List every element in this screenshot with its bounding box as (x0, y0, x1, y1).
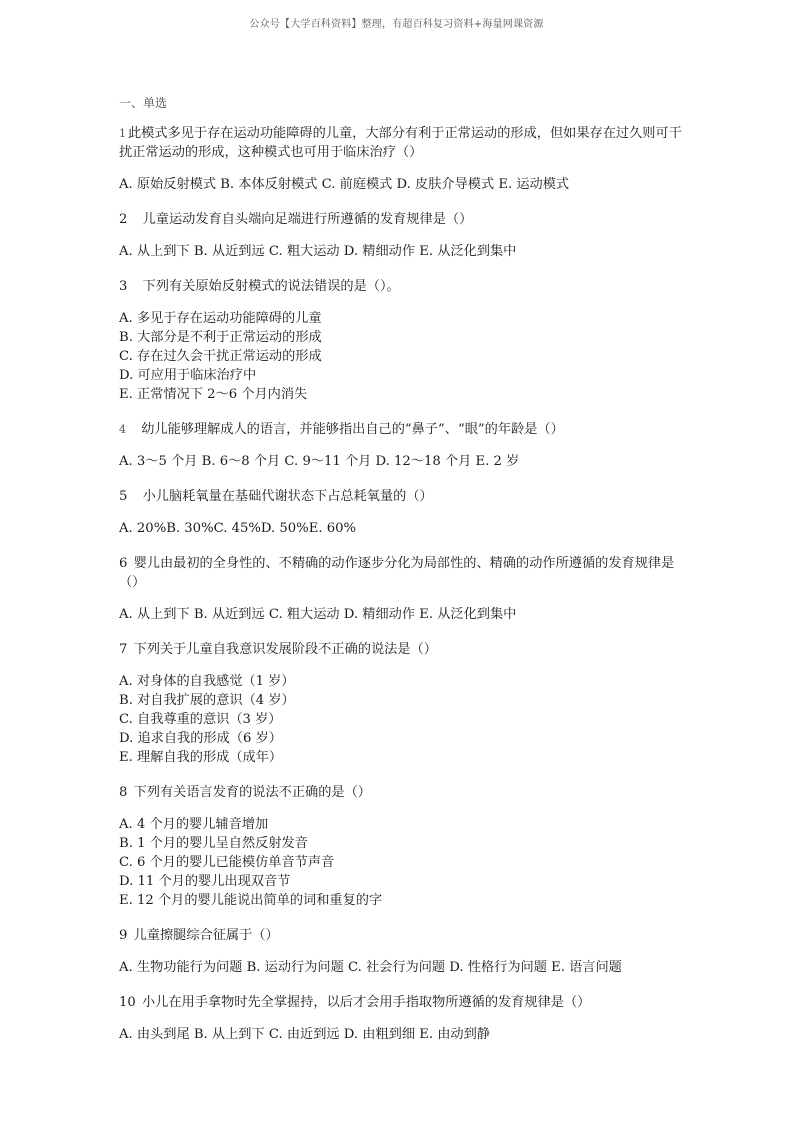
answer-options (119, 815, 689, 910)
answer-option: C. 存在过久会干扰正常运动的形成 (119, 349, 322, 364)
question-stem (119, 640, 689, 659)
question-number: 1 (119, 127, 126, 140)
question-item (119, 926, 689, 977)
answer-option: D. 可应用于临床治疗中 (119, 368, 257, 383)
question-stem (119, 210, 689, 229)
page-header: 公众号【大学百科资料】整理，有超百科复习资料+海量网课资源 (249, 19, 544, 30)
answer-option: A. 4 个月的婴儿辅音增加 (119, 817, 269, 832)
question-stem (119, 783, 689, 802)
question-number: 4 (119, 423, 126, 436)
question-number: 2 (119, 212, 128, 227)
question-stem (119, 487, 689, 506)
answer-options (119, 175, 689, 194)
question-text: 小儿在用手拿物时先全掌握持，以后才会用手指取物所遵循的发育规律是（） (141, 995, 591, 1010)
question-text: 婴儿由最初的全身性的、不精确的动作逐步分化为局部性的、精确的动作所遵循的发育规律是（） (119, 556, 675, 590)
question-number: 9 (119, 928, 128, 943)
answer-option: A. 原始反射模式 B. 本体反射模式 C. 前庭模式 D. 皮肤介导模式 E. 运动模式 (119, 177, 570, 192)
answer-option: A. 20%B. 30%C. 45%D. 50%E. 60% (119, 521, 357, 536)
question-text: 小儿脑耗氧量在基础代谢状态下占总耗氧量的（） (142, 489, 433, 504)
question-stem (119, 420, 689, 439)
answer-options (119, 309, 689, 404)
answer-options (119, 605, 689, 624)
question-text: 下列有关原始反射模式的说法错误的是（）。 (142, 279, 400, 294)
section-title: 一、单选 (119, 96, 168, 110)
answer-option: E. 正常情况下 2～6 个月内消失 (119, 387, 308, 402)
question-text: 下列关于儿童自我意识发展阶段不正确的说法是（） (133, 642, 437, 657)
answer-option: A. 多见于存在运动功能障碍的儿童 (119, 311, 322, 326)
answer-option: A. 3～5 个月 B. 6～8 个月 C. 9～11 个月 D. 12～18 个月 E. 2 岁 (119, 454, 520, 469)
question-item (119, 277, 689, 404)
question-number: 3 (119, 279, 128, 294)
answer-options (119, 452, 689, 471)
answer-option: A. 由头到尾 B. 从上到下 C. 由近到远 D. 由粗到细 E. 由动到静 (119, 1027, 490, 1042)
question-text: 下列有关语言发育的说法不正确的是（） (133, 785, 371, 800)
question-number: 6 (119, 556, 128, 571)
answer-option: A. 从上到下 B. 从近到远 C. 粗大运动 D. 精细动作 E. 从泛化到集中 (119, 607, 517, 622)
question-item (119, 210, 689, 261)
question-text: 幼儿能够理解成人的语言，并能够指出自己的“鼻子”、“眼”的年龄是（） (141, 422, 564, 437)
question-number: 7 (119, 642, 128, 657)
answer-option: C. 6 个月的婴儿已能模仿单音节声音 (119, 855, 335, 870)
question-text: 儿童擦腿综合征属于（） (133, 928, 279, 943)
question-stem (119, 993, 689, 1012)
answer-option: E. 理解自我的形成（成年） (119, 750, 283, 765)
answer-options (119, 519, 689, 538)
question-item (119, 487, 689, 538)
question-stem (119, 124, 689, 162)
question-number: 5 (119, 489, 128, 504)
answer-option: B. 大部分是不利于正常运动的形成 (119, 330, 322, 345)
answer-options (119, 242, 689, 261)
question-item (119, 640, 689, 767)
answer-option: B. 对自我扩展的意识（4 岁） (119, 693, 295, 708)
question-text: 儿童运动发育自头端向足端进行所遵循的发育规律是（） (142, 212, 473, 227)
question-item (119, 993, 689, 1044)
answer-option: E. 12 个月的婴儿能说出简单的词和重复的字 (119, 893, 383, 908)
answer-option: D. 11 个月的婴儿出现双音节 (119, 874, 291, 889)
question-number: 8 (119, 785, 128, 800)
answer-option: D. 追求自我的形成（6 岁） (119, 731, 282, 746)
question-item (119, 783, 689, 910)
question-item (119, 124, 689, 194)
question-list (119, 124, 689, 1044)
question-number: 10 (119, 995, 136, 1010)
question-text: 此模式多见于存在运动功能障碍的儿童，大部分有利于正常运动的形成，但如果存在过久则可干扰正常运动的形成，这种模式也可用于临床治疗（） (119, 126, 682, 160)
document-body (119, 94, 689, 1060)
question-item (119, 420, 689, 471)
answer-option: A. 生物功能行为问题 B. 运动行为问题 C. 社会行为问题 D. 性格行为问题 E. 语言问题 (119, 960, 622, 975)
answer-option: A. 从上到下 B. 从近到远 C. 粗大运动 D. 精细动作 E. 从泛化到集中 (119, 244, 517, 259)
question-stem (119, 554, 689, 592)
answer-options (119, 672, 689, 767)
question-stem (119, 926, 689, 945)
question-stem (119, 277, 689, 296)
answer-option: B. 1 个月的婴儿呈自然反射发音 (119, 836, 308, 851)
answer-option: C. 自我尊重的意识（3 岁） (119, 712, 282, 727)
question-item (119, 554, 689, 624)
answer-option: A. 对身体的自我感觉（1 岁） (119, 674, 295, 689)
answer-options (119, 1025, 689, 1044)
answer-options (119, 958, 689, 977)
